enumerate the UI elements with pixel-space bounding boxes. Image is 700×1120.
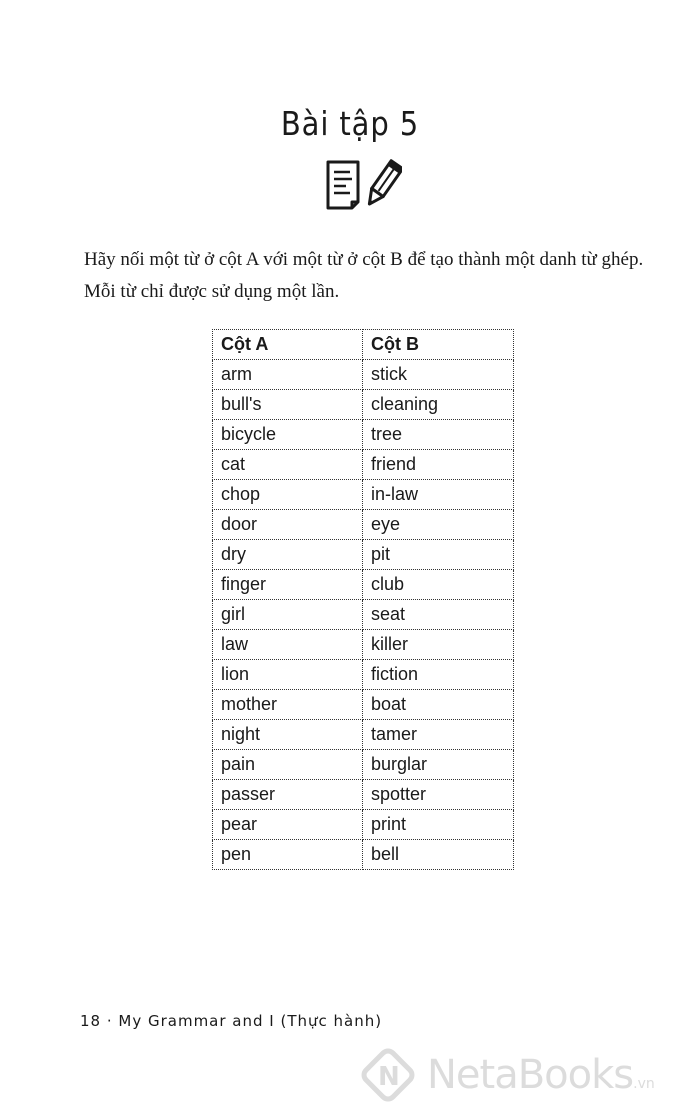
column-b-cell: burglar (363, 750, 514, 780)
column-b-cell: friend (363, 450, 514, 480)
document-pencil-icon (322, 158, 402, 214)
table-row (213, 780, 514, 810)
table-row (213, 510, 514, 540)
column-b-cell: spotter (363, 780, 514, 810)
column-b-cell: seat (363, 600, 514, 630)
column-a-cell: lion (213, 660, 363, 690)
table-row (213, 630, 514, 660)
column-a-cell: passer (213, 780, 363, 810)
column-b-cell: killer (363, 630, 514, 660)
table-header-row (213, 330, 514, 360)
column-a-cell: bicycle (213, 420, 363, 450)
column-b-cell: tamer (363, 720, 514, 750)
table-row (213, 750, 514, 780)
column-b-cell: boat (363, 690, 514, 720)
column-a-cell: law (213, 630, 363, 660)
column-b-cell: fiction (363, 660, 514, 690)
column-a-cell: pear (213, 810, 363, 840)
column-b-cell: pit (363, 540, 514, 570)
column-b-cell: eye (363, 510, 514, 540)
table-row (213, 540, 514, 570)
column-b-cell: cleaning (363, 390, 514, 420)
column-a-cell: dry (213, 540, 363, 570)
column-a-cell: mother (213, 690, 363, 720)
column-a-cell: bull's (213, 390, 363, 420)
column-a-cell: night (213, 720, 363, 750)
column-a-header: Cột A (213, 330, 363, 360)
column-a-cell: pen (213, 840, 363, 870)
page-footer: 18 · My Grammar and I (Thực hành) (80, 1012, 383, 1030)
column-b-cell: stick (363, 360, 514, 390)
exercise-instructions: Hãy nối một từ ở cột A với một từ ở cột B để tạo thành một danh từ ghép. Mỗi từ chỉ được sử dụng một lần. (84, 249, 644, 302)
column-b-cell: in-law (363, 480, 514, 510)
svg-text:N: N (378, 1062, 400, 1092)
word-table (212, 329, 514, 870)
column-b-cell: print (363, 810, 514, 840)
column-a-cell: door (213, 510, 363, 540)
column-b-cell: club (363, 570, 514, 600)
table-row (213, 450, 514, 480)
column-b-header: Cột B (363, 330, 514, 360)
column-a-cell: pain (213, 750, 363, 780)
table-row (213, 570, 514, 600)
column-a-cell: arm (213, 360, 363, 390)
table-row (213, 840, 514, 870)
column-b-cell: bell (363, 840, 514, 870)
watermark-brand-suffix: .vn (633, 1076, 655, 1092)
table-row (213, 360, 514, 390)
table-row (213, 690, 514, 720)
table-row (213, 720, 514, 750)
table-row (213, 660, 514, 690)
column-a-cell: chop (213, 480, 363, 510)
exercise-title: Bài tập 5 (280, 104, 420, 143)
table-row (213, 480, 514, 510)
column-a-cell: finger (213, 570, 363, 600)
column-a-cell: girl (213, 600, 363, 630)
column-b-cell: tree (363, 420, 514, 450)
table-row (213, 810, 514, 840)
table-row (213, 390, 514, 420)
watermark-brand (427, 1052, 655, 1098)
watermark-brand-name: NetaBooks (427, 1052, 634, 1098)
table-row (213, 420, 514, 450)
table-row (213, 600, 514, 630)
column-a-cell: cat (213, 450, 363, 480)
